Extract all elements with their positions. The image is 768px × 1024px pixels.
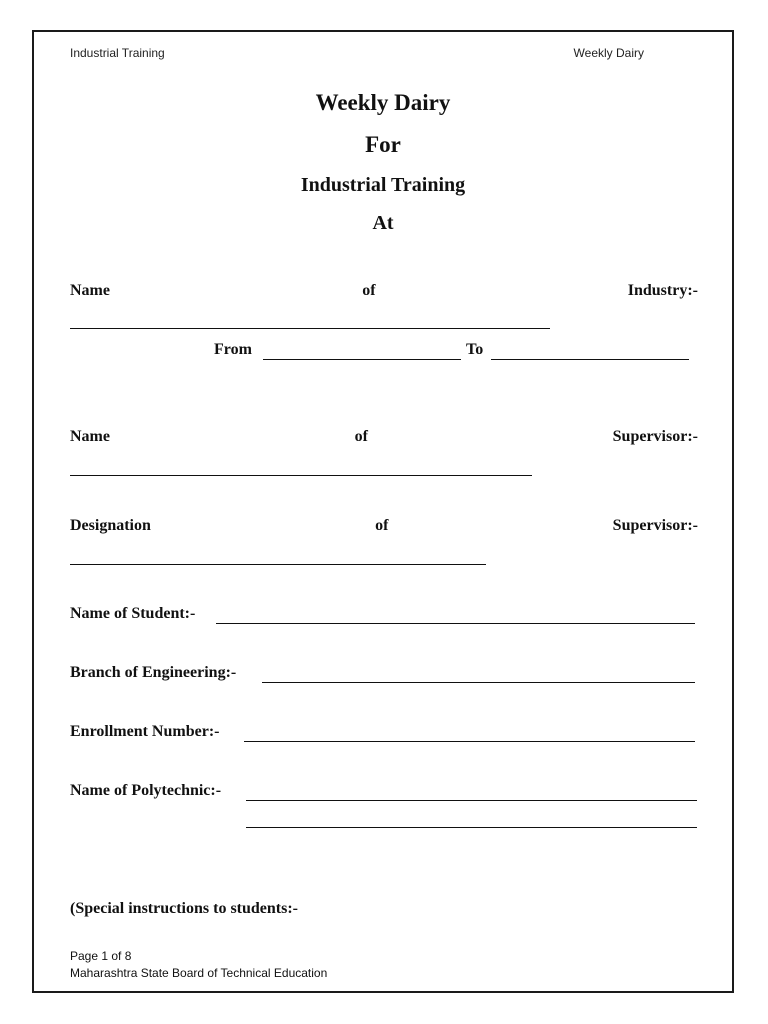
supervisor-word-supervisor: Supervisor:- — [612, 428, 698, 445]
supervisor-designation-label — [70, 517, 698, 535]
branch-label: Branch of Engineering:- — [70, 664, 237, 681]
industry-word-of: of — [362, 282, 376, 299]
enrollment-field[interactable] — [244, 741, 695, 742]
title-industrial-training: Industrial Training — [300, 174, 466, 196]
supervisor-word-name: Name — [70, 428, 110, 445]
title-for: For — [365, 132, 401, 157]
to-date-field[interactable] — [491, 359, 689, 360]
title-at: At — [372, 212, 394, 234]
polytechnic-label: Name of Polytechnic:- — [70, 782, 222, 799]
designation-word: Designation — [70, 517, 151, 534]
to-label: To — [466, 341, 484, 358]
industry-name-label — [70, 282, 698, 300]
student-name-label: Name of Student:- — [70, 605, 196, 622]
title-weekly-dairy: Weekly Dairy — [315, 90, 451, 115]
special-instructions: (Special instructions to students:- — [70, 900, 299, 917]
header-right: Weekly Dairy — [573, 46, 644, 60]
board-name: Maharashtra State Board of Technical Education — [70, 966, 328, 980]
header-left: Industrial Training — [70, 46, 165, 60]
enrollment-label: Enrollment Number:- — [70, 723, 220, 740]
industry-name-field[interactable] — [70, 328, 550, 329]
page-number: Page 1 of 8 — [70, 949, 132, 963]
polytechnic-field[interactable] — [246, 800, 697, 801]
designation-word-supervisor: Supervisor:- — [612, 517, 698, 534]
supervisor-word-of: of — [354, 428, 368, 445]
supervisor-name-label — [70, 428, 698, 446]
polytechnic-field-line2[interactable] — [246, 827, 697, 828]
industry-word-industry: Industry:- — [627, 282, 698, 299]
from-label: From — [214, 341, 252, 358]
supervisor-name-field[interactable] — [70, 475, 532, 476]
branch-field[interactable] — [262, 682, 695, 683]
document-page — [32, 30, 734, 993]
industry-word-name: Name — [70, 282, 110, 299]
student-name-field[interactable] — [216, 623, 695, 624]
supervisor-designation-field[interactable] — [70, 564, 486, 565]
designation-word-of: of — [375, 517, 389, 534]
from-date-field[interactable] — [263, 359, 461, 360]
